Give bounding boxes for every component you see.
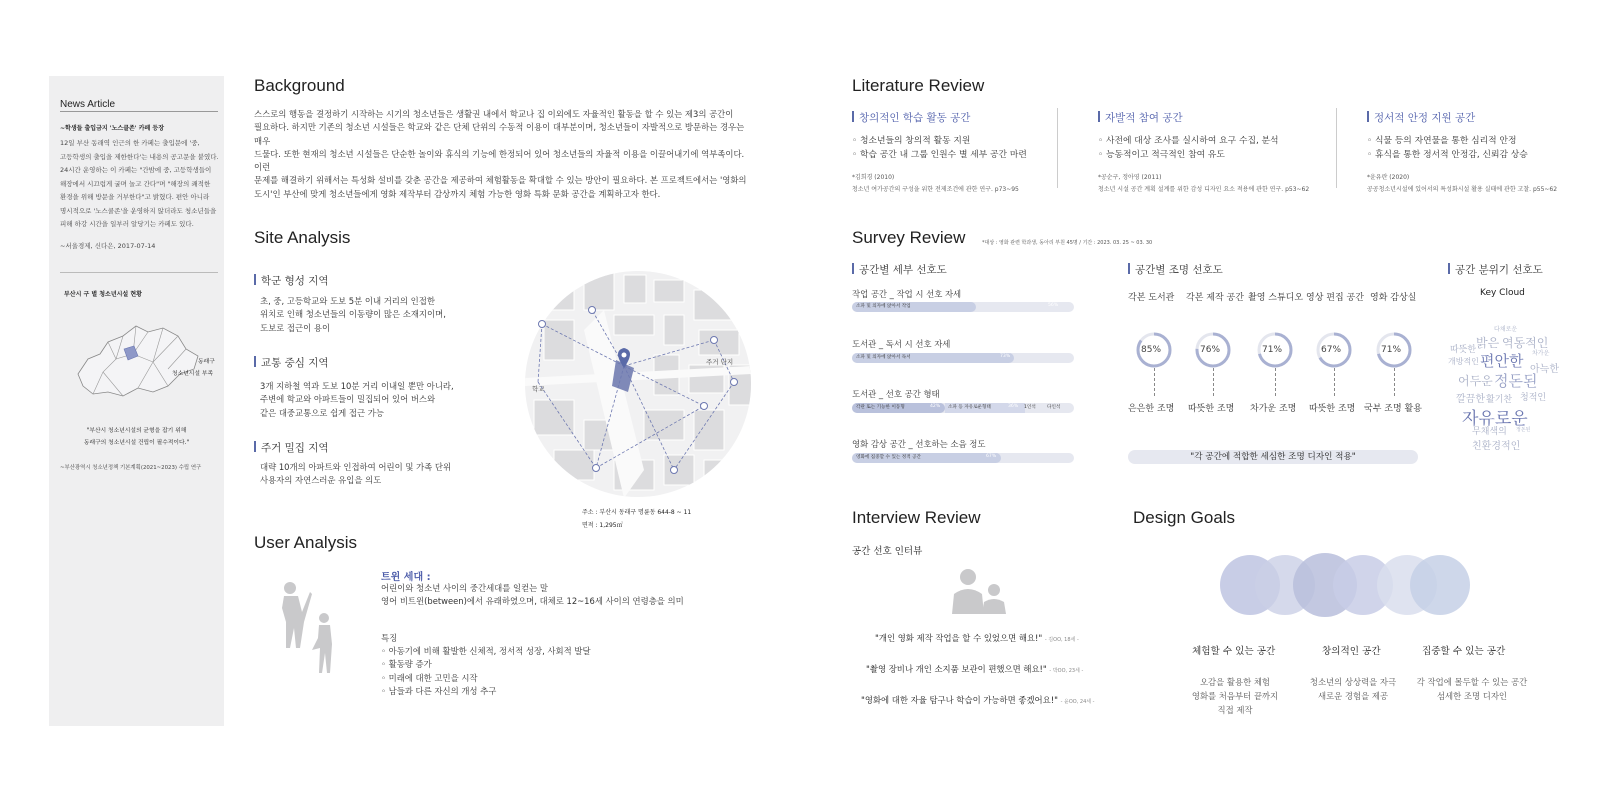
gauge-pct-3: 71% — [1262, 345, 1283, 355]
news-body: 12일 부산 동래역 인근의 한 카페는 출입문에 '중, 고등학생의 출입을 제한한다'는 내용의 공고문을 붙였다. 24시간 운영하는 이 카페는 "간밤에 중, 고등학생들이 해장에서 시끄럽게 굴며 놀고 간다"며 "해장의 쾌적한 환경을 위해 방문을 거부한다"고 밝혔다. 편안 아니라 명시적으로 '노스쿨존'을 운영하지 않더라도 청소년들을 피해 하강 시간을 일부러 알당기는 카페도 있다. — [60, 139, 219, 228]
key-cloud-title: Key Cloud — [1480, 288, 1525, 298]
survey-title: Survey Review — [852, 228, 966, 247]
interview-quote-1: "개인 영화 제작 작업을 할 수 있었으면 해요!" - 김OO, 18세 - — [875, 633, 1079, 643]
interview-quote-2: "촬영 장비나 개인 소지품 보관이 편했으면 해요!" - 박OO, 23세 - — [866, 664, 1084, 674]
twin-features-label: 특징 — [381, 633, 398, 643]
goals-venn-circles — [1215, 550, 1475, 620]
survey-detail-heading: 공간별 세부 선호도 — [852, 262, 947, 277]
news-quote: "부산시 청소년시설의 균형을 잡기 위해 동래구의 청소년시설 건립이 필수적이다." — [83, 428, 190, 446]
goal-text-1: 오감을 활용한 체험 영화를 처음부터 끝까지 직접 제작 — [1191, 677, 1279, 715]
map-label-dongnae: 동래구 — [198, 359, 215, 365]
site-text-transit: 3개 지하철 역과 도보 10분 거리 이내일 뿐만 아니라, 주변에 학교와 아파트들이 밀집되어 있어 버스와 같은 대중교통으로 쉽게 접근 가능 — [260, 381, 454, 418]
gauge-pct-1: 85% — [1141, 345, 1162, 355]
space-label-2: 각본 제작 공간 — [1186, 293, 1244, 303]
light-label-4: 따뜻한 조명 — [1309, 404, 1356, 414]
user-title: User Analysis — [254, 533, 357, 552]
space-label-5: 영화 감상실 — [1370, 293, 1417, 303]
interviewee-icon — [950, 568, 1010, 614]
goal-heading-1: 체험할 수 있는 공간 — [1192, 646, 1276, 657]
connector — [1275, 368, 1276, 396]
survey-bar-2: 소파 및 의자에 앉아서 독서 73% — [852, 353, 1074, 363]
map-label-lack: 청소년시설 부족 — [172, 371, 214, 377]
site-map — [524, 270, 752, 498]
lit-bullets-3: ◦ 식물 등의 자연물을 통한 심리적 안정 ◦ 휴식을 통한 정서적 안정감, 신뢰감 상승 — [1367, 136, 1528, 160]
divider — [60, 111, 218, 112]
lit-heading-1: 창의적인 학습 활동 공간 — [852, 110, 970, 125]
light-label-3: 차가운 조명 — [1250, 404, 1297, 414]
twin-definition: 어린이와 청소년 사이의 중간세대를 일컫는 말 영어 비트윈(between)에서 유래하였으며, 대체로 12~16세 사이의 연령층을 의미 — [381, 583, 684, 607]
lit-bullets-2: ◦ 사전에 대상 조사를 실시하여 요구 수집, 분석 ◦ 능동적이고 적극적인 참여 유도 — [1098, 136, 1279, 160]
goal-text-2: 청소년의 상상력을 자극 새로운 경험을 제공 — [1309, 677, 1397, 701]
light-label-1: 은은한 조명 — [1128, 404, 1175, 414]
lit-refd-1: 청소년 여가공간의 구성을 위한 전제조건에 관한 연구. p73~95 — [852, 186, 1019, 193]
lit-ref-3: *윤유란 (2020) — [1367, 174, 1410, 181]
light-label-2: 따뜻한 조명 — [1188, 404, 1235, 414]
space-label-3: 촬영 스튜디오 — [1248, 293, 1304, 303]
busan-district-map — [68, 314, 208, 404]
site-heading-transit: 교통 중심 지역 — [254, 355, 329, 370]
quote-source: ~부산광역시 청소년정책 기본계획(2021~2023) 수립 연구 — [60, 465, 202, 471]
background-text: 스스로의 행동을 결정하기 시작하는 시기의 청소년들은 생활권 내에서 학교나 집 이외에도 자율적인 활동을 할 수 있는 제3의 공간이 필요하다. 하지만 기존의 청소년 시설들은 학교와 같은 단체 단위의 수동적 이용이 대부분이며, 청소년들이 자발적으로 방문하는 경우는 매우 드물다. 또한 현재의 청소년 시설들은 단순한 놀이와 휴식의 기능에 한정되어 있어 청소년들의 자율적 이용을 이끌어내기에 역부족이다. 이런 문제를 해결하기 위해서는 특성화 설비를 갖춘 공간을 제공하여 체험활동을 확대할 수 있는 방안이 필요하다. 본 프로젝트에서는 '영화의 도시'인 부산에 맞게 청소년들에게 영화 제작부터 감상까지 체험 가능한 영화 특화 문화 공간을 계획하고자 한다. — [254, 109, 747, 199]
interview-sub: 공간 선호 인터뷰 — [852, 546, 923, 557]
site-title: Site Analysis — [254, 228, 351, 247]
site-area: 면적 : 1,295㎡ — [582, 522, 623, 529]
lit-ref-1: *김희경 (2010) — [852, 174, 895, 181]
news-source: ~서울경제, 신다은, 2017-07-14 — [60, 242, 156, 250]
space-label-4: 영상 편집 공간 — [1306, 293, 1364, 303]
site-heading-residential: 주거 밀집 지역 — [254, 440, 329, 455]
divider — [60, 272, 218, 273]
divider — [1336, 108, 1337, 188]
lit-heading-2: 자발적 참여 공간 — [1098, 110, 1183, 125]
survey-q3: 도서관 _ 선호 공간 형태 — [852, 389, 940, 399]
light-note: "각 공간에 적합한 세심한 조명 디자인 적용" — [1128, 450, 1418, 464]
light-label-5: 국부 조명 활용 — [1364, 404, 1422, 414]
gauge-pct-2: 76% — [1200, 345, 1221, 355]
site-address: 주소 : 부산시 동래구 명륜동 644-8 ~ 11 — [582, 509, 692, 516]
lit-ref-2: *공순구, 정아영 (2011) — [1098, 174, 1162, 181]
survey-note: *대상 : 영화 관련 학과생, 동아리 부원 45명 / 기간 : 2023. 03. 25 ~ 03. 30 — [982, 240, 1153, 246]
connector — [1213, 368, 1214, 396]
space-label-1: 각본 도서관 — [1128, 293, 1175, 303]
lit-bullets-1: ◦ 청소년들의 창의적 활동 지원 ◦ 학습 공간 내 그룹 인원수 별 세부 공간 마련 — [852, 136, 1027, 160]
gauge-pct-5: 71% — [1381, 345, 1402, 355]
map-label-apartment: 주거 단지 — [706, 358, 734, 366]
survey-bar-3: 각관 또는 기능한 이동형 42% 소파 등 자유로운형태 36% 1인석 다인석 — [852, 403, 1074, 413]
connector — [1154, 368, 1155, 396]
site-text-school: 초, 중, 고등학교와 도보 5분 이내 거리의 인접한 위치로 인해 청소년들의 이동량이 많은 소재지이며, 도보로 접근이 용이 — [260, 296, 446, 333]
lit-refd-3: 공공청소년시설에 있어서의 특성화시설 활용 실태에 관한 고찰. p55~62 — [1367, 186, 1558, 193]
goals-title: Design Goals — [1133, 508, 1236, 527]
word-cloud: 다채로운 밝은 역동적인 따뜻한 차가운 개방적인 편안한 아늑한 어두운 정돈된 깔끔한 활기찬 청적인 자유로운 무채색의 정돈된 친환경적인 — [1448, 326, 1559, 452]
site-heading-school: 학군 형성 지역 — [254, 273, 329, 288]
survey-q4: 영화 감상 공간 _ 선호하는 소음 정도 — [852, 439, 986, 449]
mood-heading: 공간 분위기 선호도 — [1448, 262, 1543, 277]
connector — [1394, 368, 1395, 396]
site-text-residential: 대략 10개의 아파트와 인접하여 어린이 및 가족 단위 사용자의 자연스러운 유입을 의도 — [260, 462, 452, 486]
map-title: 부산시 구 별 청소년시설 현황 — [64, 291, 142, 298]
news-headline: ~학생들 출입금지 '노스클존' 카페 등장 — [60, 125, 164, 132]
interview-title: Interview Review — [852, 508, 981, 527]
literature-title: Literature Review — [852, 76, 985, 95]
survey-q1: 작업 공간 _ 작업 시 선호 자세 — [852, 289, 962, 299]
goal-heading-2: 창의적인 공간 — [1322, 646, 1381, 657]
lit-heading-3: 정서적 안정 지원 공간 — [1367, 110, 1475, 125]
divider — [1057, 108, 1058, 188]
connector — [1334, 368, 1335, 396]
news-title: News Article — [60, 99, 116, 110]
twin-features: ◦ 아동기에 비해 활발한 신체적, 정서적 성장, 사회적 발달 ◦ 활동량 증가 ◦ 미래에 대한 고민을 시작 ◦ 남들과 다른 자신의 개성 추구 — [381, 646, 591, 696]
map-label-school: 학교 — [532, 385, 545, 393]
survey-q2: 도서관 _ 독서 시 선호 자세 — [852, 339, 951, 349]
survey-light-heading: 공간별 조명 선호도 — [1128, 262, 1223, 277]
gauge-pct-4: 67% — [1321, 345, 1342, 355]
background-title: Background — [254, 76, 345, 95]
survey-bar-1: 소파 및 의자에 앉아서 작업 56% — [852, 302, 1074, 312]
interview-quote-3: "영화에 대한 자율 탐구나 학습이 가능하면 좋겠어요!" - 윤OO, 24세 - — [861, 695, 1095, 705]
lit-refd-2: 청소년 시설 공간 계획 설계를 위한 감성 디자인 요소 적용에 관한 연구. p53~62 — [1098, 186, 1310, 193]
goal-text-3: 각 작업에 몰두할 수 있는 공간 섬세한 조명 디자인 — [1416, 677, 1528, 701]
survey-bar-4: 영화에 집중할 수 있는 정적 공간 67% — [852, 453, 1074, 463]
twin-term: 트윈 세대 : — [381, 572, 431, 583]
goal-heading-3: 집중할 수 있는 공간 — [1422, 646, 1506, 657]
twin-figures-illustration — [272, 578, 342, 688]
